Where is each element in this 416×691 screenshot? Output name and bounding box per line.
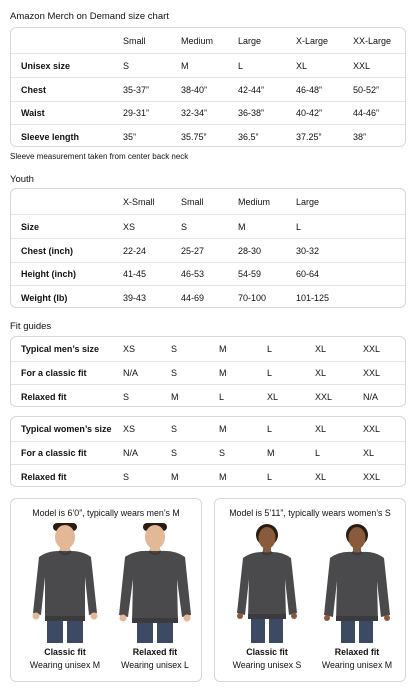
adult-col-medium: Medium	[181, 35, 214, 46]
table-cell: 50-52”	[353, 84, 380, 95]
table-cell: XL	[315, 344, 327, 354]
mens-relaxed-fit-size: Wearing unisex L	[121, 660, 189, 670]
table-cell: L	[238, 60, 244, 71]
row-label: Chest	[21, 84, 47, 95]
table-row	[11, 337, 405, 361]
table-cell: 25-27	[181, 245, 205, 256]
table-row	[11, 464, 405, 487]
table-cell: M	[171, 471, 179, 482]
table-cell: L	[267, 471, 273, 482]
table-cell: L	[267, 344, 273, 354]
table-cell: 32-34”	[181, 108, 208, 118]
fit-guides-title: Fit guides	[10, 321, 52, 332]
womens-model-card	[214, 498, 406, 682]
table-cell: XS	[123, 424, 136, 434]
womens-relaxed-fit-size: Wearing unisex M	[321, 660, 393, 670]
table-cell: XL	[315, 424, 327, 434]
row-label: Height (inch)	[21, 269, 76, 279]
table-row	[11, 238, 405, 262]
youth-header-row	[11, 189, 405, 214]
table-cell: N/A	[123, 368, 139, 378]
row-label: For a classic fit	[21, 368, 87, 378]
adult-size-table	[10, 27, 406, 147]
table-cell: 36-38”	[238, 108, 265, 118]
youth-col-medium: Medium	[238, 196, 271, 207]
table-cell: XL	[296, 60, 308, 71]
table-row	[11, 214, 405, 238]
female-model-relaxed-fit-photo	[317, 521, 397, 643]
male-model-classic-fit-photo	[25, 521, 105, 643]
table-cell: S	[123, 391, 130, 402]
table-cell: S	[123, 60, 130, 71]
table-cell: XL	[363, 448, 375, 458]
table-cell: 41-45	[123, 269, 147, 279]
table-cell: L	[267, 368, 273, 378]
table-cell: XXL	[363, 368, 381, 378]
table-cell: S	[123, 471, 130, 482]
mens-model-card	[10, 498, 202, 682]
adult-header-row	[11, 28, 405, 53]
table-cell: S	[171, 424, 178, 434]
row-label: Typical men’s size	[21, 344, 100, 354]
table-cell: M	[181, 60, 189, 71]
row-label: Waist	[21, 108, 45, 118]
youth-col-small: Small	[181, 196, 204, 207]
table-cell: 44-69	[181, 292, 205, 303]
row-label: Chest (inch)	[21, 245, 74, 256]
row-label: Unisex size	[21, 60, 71, 71]
table-row	[11, 53, 405, 77]
table-cell: 38”	[353, 131, 367, 142]
table-cell: 54-59	[238, 269, 262, 279]
table-cell: S	[171, 368, 178, 378]
table-cell: 46-53	[181, 269, 205, 279]
table-cell: 101-125	[296, 292, 330, 303]
womens-fit-table	[10, 416, 406, 487]
mens-classic-fit-label: Classic fit	[44, 647, 86, 657]
table-cell: 35-37”	[123, 84, 150, 95]
row-label: Sleeve length	[21, 131, 80, 142]
womens-classic-fit-label: Classic fit	[246, 647, 288, 657]
table-cell: XXL	[315, 391, 333, 402]
table-cell: 35.75”	[181, 131, 207, 142]
table-cell: M	[238, 221, 246, 232]
row-label: For a classic fit	[21, 448, 87, 458]
table-cell: 36.5”	[238, 131, 259, 142]
row-label: Size	[21, 221, 40, 232]
table-cell: M	[219, 344, 227, 354]
youth-col-large: Large	[296, 196, 320, 207]
table-cell: M	[267, 448, 275, 458]
table-row	[11, 101, 405, 124]
table-cell: S	[171, 344, 178, 354]
table-row	[11, 441, 405, 464]
youth-size-table	[10, 188, 406, 308]
table-row	[11, 417, 405, 441]
table-cell: 28-30	[238, 245, 262, 256]
table-cell: 29-31”	[123, 108, 150, 118]
table-row	[11, 262, 405, 285]
womens-relaxed-fit-label: Relaxed fit	[334, 647, 380, 657]
row-label: Typical women’s size	[21, 424, 112, 434]
table-cell: 22-24	[123, 245, 147, 256]
table-cell: XXL	[353, 60, 371, 71]
adult-col-xxlarge: XX-Large	[353, 35, 392, 46]
adult-col-xlarge: X-Large	[296, 35, 329, 46]
adult-col-small: Small	[123, 35, 146, 46]
mens-fit-table	[10, 336, 406, 407]
table-cell: L	[315, 448, 321, 458]
row-label: Weight (lb)	[21, 292, 68, 303]
table-cell: 35”	[123, 131, 137, 142]
table-cell: S	[171, 448, 178, 458]
table-cell: 39-43	[123, 292, 147, 303]
table-cell: XS	[123, 344, 136, 354]
table-row	[11, 361, 405, 384]
table-cell: XS	[123, 221, 136, 232]
table-cell: 30-32	[296, 245, 320, 256]
table-cell: 70-100	[238, 292, 267, 303]
table-cell: 38-40”	[181, 84, 208, 95]
table-cell: XL	[315, 368, 327, 378]
table-cell: 40-42”	[296, 108, 323, 118]
sleeve-note: Sleeve measurement taken from center back neck	[10, 152, 189, 161]
main-title: Amazon Merch on Demand size chart	[10, 11, 169, 22]
table-cell: L	[219, 391, 225, 402]
womens-model-title: Model is 5’11”, typically wears women’s S	[229, 508, 391, 518]
male-model-relaxed-fit-photo	[115, 521, 195, 643]
adult-col-large: Large	[238, 35, 262, 46]
table-cell: L	[296, 221, 302, 232]
female-model-classic-fit-photo	[227, 521, 307, 643]
table-cell: 37.25”	[296, 131, 322, 142]
table-cell: M	[171, 391, 179, 402]
womens-classic-fit-size: Wearing unisex S	[232, 660, 302, 670]
table-row	[11, 384, 405, 407]
table-cell: 44-46”	[353, 108, 380, 118]
row-label: Relaxed fit	[21, 471, 67, 482]
table-cell: XXL	[363, 344, 381, 354]
table-cell: XXL	[363, 471, 381, 482]
table-cell: XXL	[363, 424, 381, 434]
table-cell: XL	[315, 471, 327, 482]
mens-model-title: Model is 6’0”, typically wears men’s M	[32, 508, 180, 518]
table-cell: M	[219, 471, 227, 482]
table-cell: 46-48”	[296, 84, 323, 95]
table-cell: S	[219, 448, 226, 458]
table-cell: N/A	[363, 391, 379, 402]
table-row	[11, 77, 405, 101]
table-cell: M	[219, 424, 227, 434]
table-cell: 60-64	[296, 269, 320, 279]
table-cell: L	[267, 424, 273, 434]
youth-col-xsmall: X-Small	[123, 196, 155, 207]
mens-relaxed-fit-label: Relaxed fit	[132, 647, 178, 657]
table-row	[11, 285, 405, 308]
mens-classic-fit-size: Wearing unisex M	[29, 660, 101, 670]
row-label: Relaxed fit	[21, 391, 67, 402]
table-cell: XL	[267, 391, 279, 402]
table-row	[11, 124, 405, 147]
youth-title: Youth	[10, 174, 34, 185]
table-cell: N/A	[123, 448, 139, 458]
table-cell: S	[181, 221, 188, 232]
table-cell: 42-44”	[238, 84, 265, 95]
table-cell: M	[219, 368, 227, 378]
